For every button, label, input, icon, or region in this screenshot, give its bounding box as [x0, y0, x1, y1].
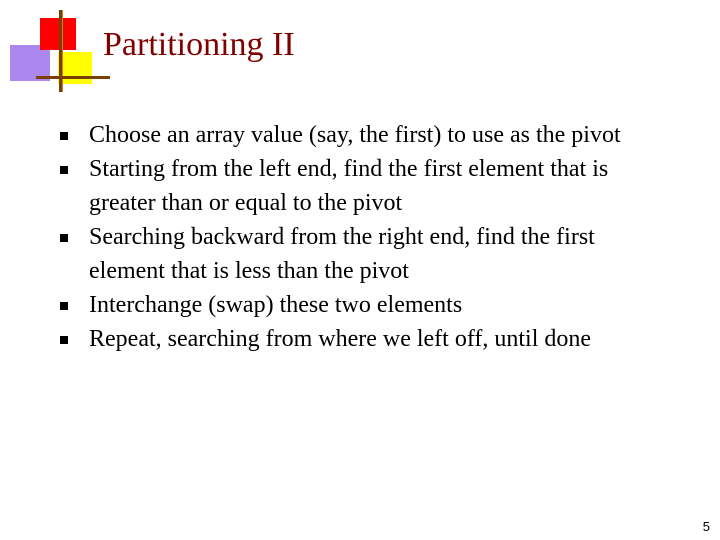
logo-horizontal-line	[36, 76, 110, 79]
bullet-item	[60, 118, 660, 152]
bullet-text: Repeat, searching from where we left off, until done	[89, 326, 592, 352]
bullet-text: Starting from the left end, find the first element that is greater than or equal to the pivot	[89, 156, 609, 216]
bullet-item	[60, 288, 660, 322]
bullet-text: Choose an array value (say, the first) to use as the pivot	[89, 122, 621, 148]
bullet-list	[60, 118, 660, 356]
page-number: 5	[702, 519, 710, 534]
square-bullet-icon	[60, 234, 68, 242]
logo-vertical-line-highlight	[62, 10, 63, 92]
square-bullet-icon	[60, 166, 68, 174]
square-bullet-icon	[60, 132, 68, 140]
bullet-item	[60, 152, 660, 220]
logo-red-square	[40, 18, 76, 50]
bullet-text: Searching backward from the right end, find the first element that is less than the pivot	[89, 224, 595, 284]
bullet-item	[60, 322, 660, 356]
bullet-text: Interchange (swap) these two elements	[89, 292, 463, 318]
decorative-logo-icon	[0, 0, 110, 100]
square-bullet-icon	[60, 336, 68, 344]
bullet-item	[60, 220, 660, 288]
square-bullet-icon	[60, 302, 68, 310]
slide-title: Partitioning II	[103, 26, 295, 63]
logo-yellow-square	[58, 52, 92, 84]
